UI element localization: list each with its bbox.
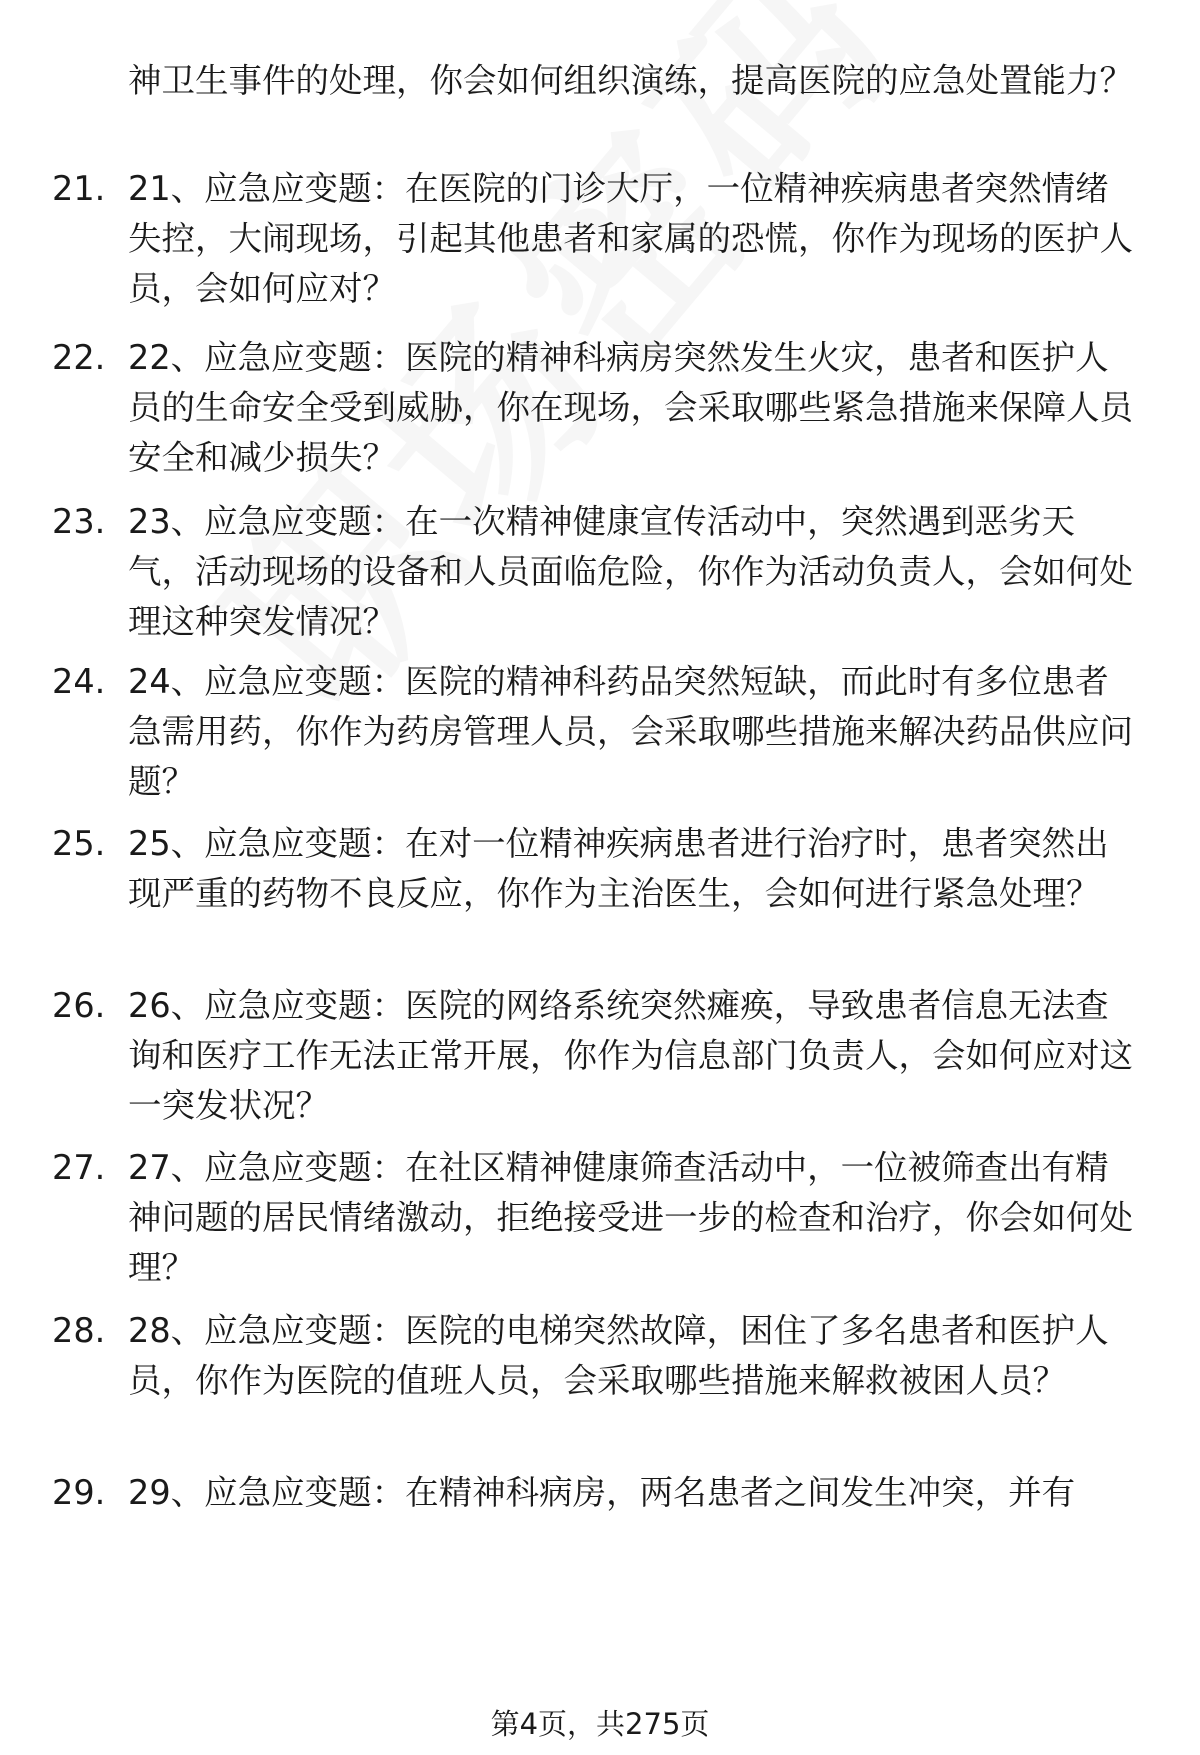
question-text: 25、应急应变题：在对一位精神疾病患者进行治疗时，患者突然出现严重的药物不良反应，你作为主治医生，会如何进行紧急处理？ [128, 824, 1109, 913]
question-text: 23、应急应变题：在一次精神健康宣传活动中，突然遇到恶劣天气，活动现场的设备和人员面临危险，你作为活动负责人，会如何处理这种突发情况？ [128, 502, 1133, 641]
question-number: 29. [52, 1473, 106, 1512]
question-number: 24. [52, 662, 106, 701]
question-number: 27. [52, 1148, 106, 1187]
question-text: 28、应急应变题：医院的电梯突然故障，困住了多名患者和医护人员，你作为医院的值班人员，会采取哪些措施来解救被困人员？ [128, 1311, 1109, 1400]
question-text: 29、应急应变题：在精神科病房，两名患者之间发生冲突，并有 [128, 1473, 1076, 1512]
question-number: 28. [52, 1311, 106, 1350]
continuation-text: 神卫生事件的处理，你会如何组织演练，提高医院的应急处置能力？ [128, 61, 1133, 100]
question-text: 26、应急应变题：医院的网络系统突然瘫痪，导致患者信息无法查询和医疗工作无法正常开展，你作为信息部门负责人，会如何应对这一突发状况？ [128, 986, 1133, 1125]
question-text: 27、应急应变题：在社区精神健康筛查活动中，一位被筛查出有精神问题的居民情绪激动，拒绝接受进一步的检查和治疗，你会如何处理？ [128, 1148, 1133, 1287]
page-footer: 第4页，共275页 [490, 1707, 710, 1741]
question-number: 22. [52, 338, 106, 377]
question-text: 21、应急应变题：在医院的门诊大厅，一位精神疾病患者突然情绪失控，大闹现场，引起其他患者和家属的恐慌，你作为现场的医护人员，会如何应对？ [128, 169, 1133, 308]
question-text: 22、应急应变题：医院的精神科病房突然发生火灾，患者和医护人员的生命安全受到威胁，你在现场，会采取哪些紧急措施来保障人员安全和减少损失？ [128, 338, 1133, 477]
question-number: 23. [52, 502, 106, 541]
question-number: 26. [52, 986, 106, 1025]
question-text: 24、应急应变题：医院的精神科药品突然短缺，而此时有多位患者急需用药，你作为药房管理人员，会采取哪些措施来解决药品供应问题？ [128, 662, 1133, 801]
question-number: 25. [52, 824, 106, 863]
question-number: 21. [52, 169, 106, 208]
